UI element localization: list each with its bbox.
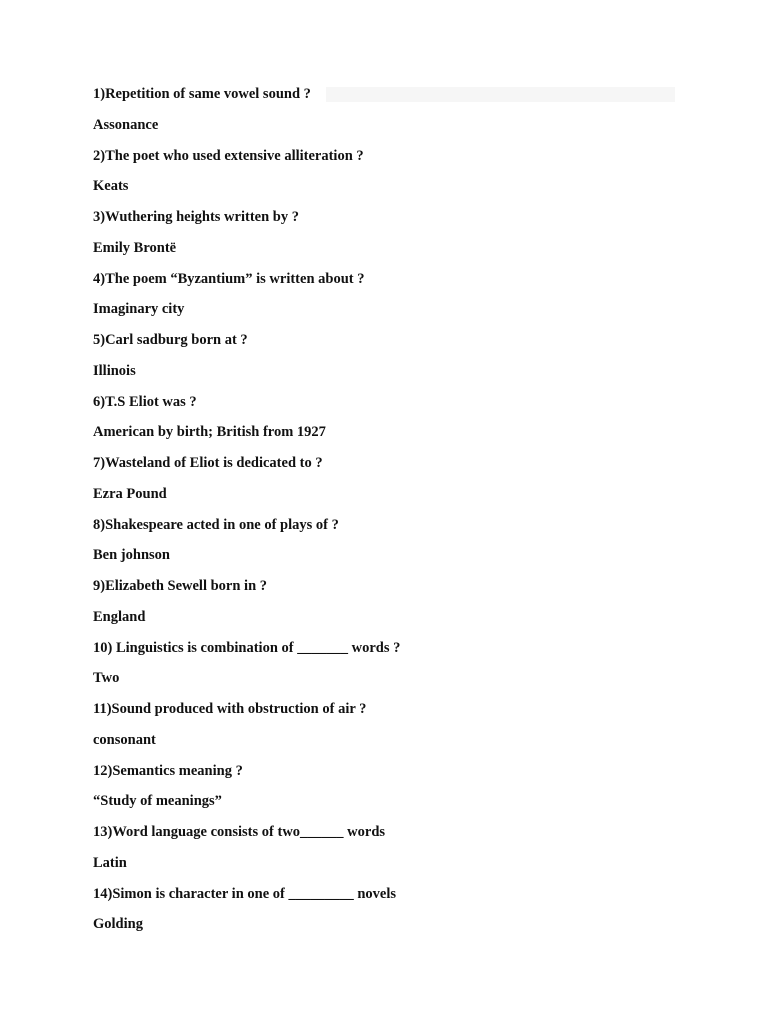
question-9: 9)Elizabeth Sewell born in ? — [93, 578, 268, 594]
question-11: 11)Sound produced with obstruction of air ? — [93, 701, 367, 717]
question-8: 8)Shakespeare acted in one of plays of ? — [93, 516, 339, 533]
answer-13: Latin — [93, 854, 127, 871]
question-3: 3)Wuthering heights written by ? — [93, 209, 299, 225]
answer-4: Imaginary city — [93, 301, 185, 318]
answer-1: Assonance — [93, 116, 159, 133]
question-2: 2)The poet who used extensive alliteration ? — [93, 147, 364, 164]
answer-14: Golding — [93, 916, 143, 933]
answer-9: England — [93, 608, 146, 625]
answer-12: “Study of meanings” — [93, 793, 222, 810]
question-10: 10) Linguistics is combination of _______ words ? — [93, 639, 401, 656]
answer-2: Keats — [93, 178, 129, 195]
question-5: 5)Carl sadburg born at ? — [93, 332, 248, 348]
question-14: 14)Simon is character in one of _________ novels — [93, 885, 397, 902]
answer-3: Emily Brontë — [93, 239, 177, 256]
answer-11: consonant — [93, 731, 156, 748]
answer-5: Illinois — [93, 362, 136, 379]
question-13: 13)Word language consists of two______ words — [93, 824, 386, 840]
question-7: 7)Wasteland of Eliot is dedicated to ? — [93, 455, 323, 471]
answer-7: Ezra Pound — [93, 485, 167, 502]
question-1: 1)Repetition of same vowel sound ? — [93, 86, 311, 102]
question-6: 6)T.S Eliot was ? — [93, 393, 197, 410]
answer-6: American by birth; British from 1927 — [93, 424, 326, 441]
question-12: 12)Semantics meaning ? — [93, 762, 243, 779]
qa-list — [93, 84, 693, 945]
question-4: 4)The poem “Byzantium” is written about ? — [93, 270, 365, 287]
answer-8: Ben johnson — [93, 547, 170, 564]
answer-10: Two — [93, 670, 120, 687]
